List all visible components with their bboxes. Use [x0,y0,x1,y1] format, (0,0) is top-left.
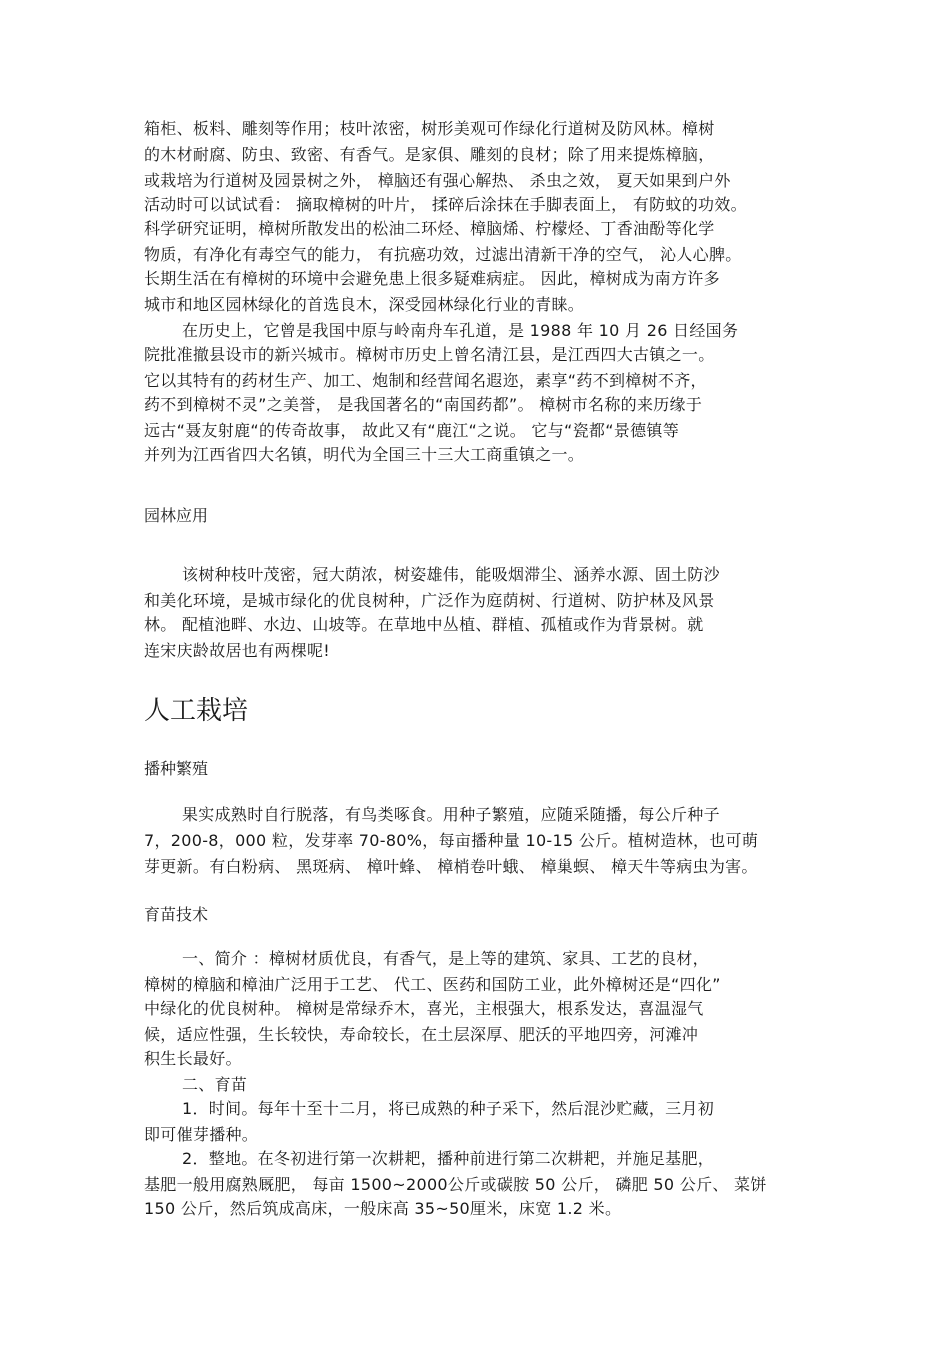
paragraph-line: 积生长最好。 [144,1049,242,1068]
paragraph-line: 在历史上，它曾是我国中原与岭南舟车孔道，是 1988 年 10 月 26 日经国务 [182,321,739,340]
paragraph-line: 1．时间。每年十至十二月，将已成熟的种子采下，然后混沙贮藏，三月初 [182,1099,715,1118]
paragraph-line: 候，适应性强，生长较快，寿命较长，在土层深厚、肥沃的平地四旁，河滩冲 [144,1025,699,1044]
paragraph-line: 或栽培为行道树及园景树之外， 樟脑还有强心解热、 杀虫之效， 夏天如果到户外 [144,171,731,190]
paragraph-line: 远古“聂友射鹿“的传奇故事， 故此又有“鹿江“之说。 它与“瓷都“景德镇等 [144,421,680,440]
paragraph-line: 箱柜、板料、雕刻等作用；枝叶浓密，树形美观可作绿化行道树及防风林。樟树 [144,119,715,138]
paragraph-line: 并列为江西省四大名镇，明代为全国三十三大工商重镇之一。 [144,445,585,464]
paragraph-line: 二、育苗 [182,1075,248,1094]
paragraph-line: 连宋庆龄故居也有两棵呢! [144,641,331,660]
paragraph-line: 一、简介 ：樟树材质优良，有香气，是上等的建筑、家具、工艺的良材， [182,949,709,968]
subsection-heading-seedling: 育苗技术 [144,905,209,924]
paragraph-line: 长期生活在有樟树的环境中会避免患上很多疑难病症。 因此，樟树成为南方许多 [144,269,720,288]
paragraph-line: 活动时可以试试看： 摘取樟树的叶片， 揉碎后涂抹在手脚表面上， 有防蚊的功效。 [144,195,747,214]
paragraph-line: 林。 配植池畔、水边、山坡等。在草地中丛植、群植、孤植或作为背景树。就 [144,615,704,634]
paragraph-line: 药不到樟树不灵”之美誉， 是我国著名的“南国药都”。 樟树市名称的来历缘于 [144,395,703,414]
paragraph-line: 芽更新。有白粉病、 黑斑病、 樟叶蜂、 樟梢卷叶蛾、 樟巢螟、 樟天牛等病虫为害。 [144,857,758,876]
paragraph-line: 150 公斤，然后筑成高床，一般床高 35~50厘米，床宽 1.2 米。 [144,1199,622,1218]
paragraph-line: 基肥一般用腐熟厩肥， 每亩 1500~2000公斤或碳胺 50 公斤， 磷肥 50 公斤、 菜饼 [144,1175,767,1194]
paragraph-line: 即可催芽播种。 [144,1125,259,1144]
paragraph-line: 和美化环境，是城市绿化的优良树种，广泛作为庭荫树、行道树、防护林及风景 [144,591,715,610]
paragraph-line: 的木材耐腐、防虫、致密、有香气。是家俱、雕刻的良材；除了用来提炼樟脑， [144,145,715,164]
section-heading-garden: 园林应用 [144,506,209,525]
paragraph-line: 中绿化的优良树种。 樟树是常绿乔木，喜光，主根强大，根系发达，喜温湿气 [144,999,704,1018]
paragraph-line: 果实成熟时自行脱落，有鸟类啄食。用种子繁殖，应随采随播，每公斤种子 [182,805,720,824]
section-heading-cultivation: 人工栽培 [144,696,249,726]
subsection-heading-sowing: 播种繁殖 [144,759,209,778]
paragraph-line: 物质，有净化有毒空气的能力， 有抗癌功效，过滤出清新干净的空气， 沁人心脾。 [144,245,742,264]
paragraph-line: 樟树的樟脑和樟油广泛用于工艺、 代工、医药和国防工业，此外樟树还是“四化” [144,975,721,994]
paragraph-line: 科学研究证明，樟树所散发出的松油二环烃、樟脑烯、柠檬烃、丁香油酚等化学 [144,219,715,238]
paragraph-line: 它以其特有的药材生产、加工、炮制和经营闻名遐迩，素享“药不到樟树不齐， [144,371,707,390]
paragraph-line: 该树种枝叶茂密，冠大荫浓，树姿雄伟，能吸烟滞尘、涵养水源、固土防沙 [182,565,720,584]
paragraph-line: 2．整地。在冬初进行第一次耕耙，播种前进行第二次耕耙，并施足基肥， [182,1149,715,1168]
paragraph-line: 院批准撤县设市的新兴城市。樟树市历史上曾名清江县，是江西四大古镇之一。 [144,345,715,364]
paragraph-line: 7，200-8，000 粒，发芽率 70-80%，每亩播种量 10-15 公斤。植树造林，也可萌 [144,831,759,850]
paragraph-line: 城市和地区园林绿化的首选良木，深受园林绿化行业的青睐。 [144,295,585,314]
